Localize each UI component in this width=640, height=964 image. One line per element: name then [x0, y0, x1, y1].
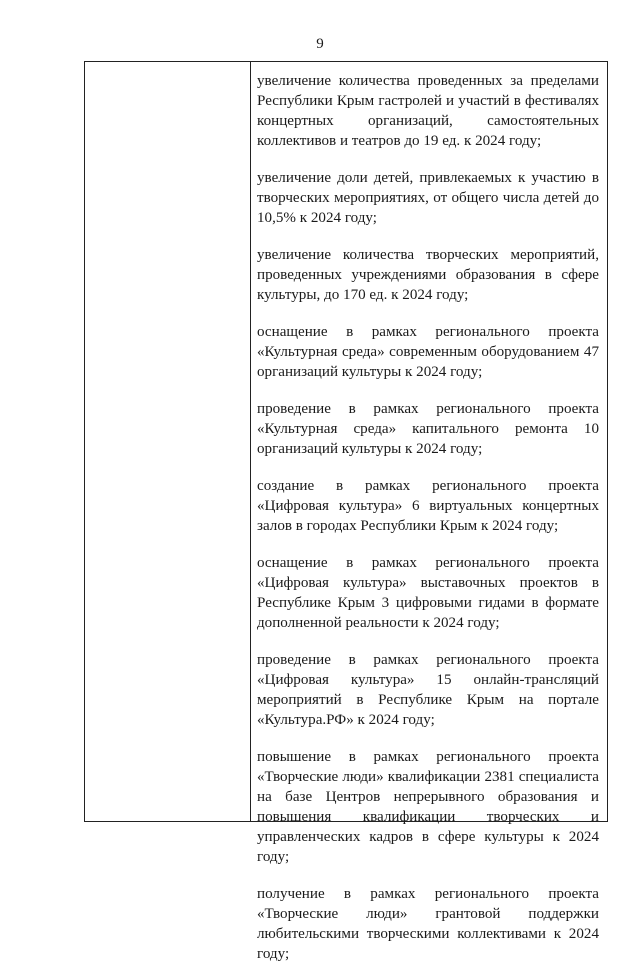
list-item: проведение в рамках регионального проекта «Цифровая культура» 15 онлайн-трансляций мероприятий в Республике Крым на портале «Культура.РФ» к 2024 году; — [257, 652, 599, 728]
list-item: увеличение количества творческих мероприятий, проведенных учреждениями образования в сфере культуры, до 170 ед. к 2024 году; — [257, 247, 599, 303]
right-cell — [257, 71, 599, 964]
page-number: 9 — [316, 36, 324, 52]
list-item: проведение в рамках регионального проекта «Культурная среда» капитального ремонта 10 организаций культуры к 2024 году; — [257, 401, 599, 457]
list-item: увеличение доли детей, привлекаемых к участию в творческих мероприятиях, от общего числа детей до 10,5% к 2024 году; — [257, 170, 599, 226]
list-item: оснащение в рамках регионального проекта «Цифровая культура» выставочных проектов в Республике Крым 3 цифровыми гидами в формате дополненной реальности к 2024 году; — [257, 555, 599, 631]
list-item: увеличение количества проведенных за пределами Республики Крым гастролей и участий в фестивалях концертных организаций, самостоятельных коллективов и театров до 19 ед. к 2024 году; — [257, 73, 599, 149]
list-item: получение в рамках регионального проекта «Творческие люди» грантовой поддержки любительскими творческими коллективами к 2024 году; — [257, 886, 599, 962]
list-item: повышение в рамках регионального проекта «Творческие люди» квалификации 2381 специалиста на базе Центров непрерывного образования и повышения квалификации творческих и управленческих кадров в сфере культуры к 2024 году; — [257, 749, 599, 865]
document-table — [84, 61, 608, 962]
list-item: создание в рамках регионального проекта «Цифровая культура» 6 виртуальных концертных залов в городах Республики Крым к 2024 году; — [257, 478, 599, 534]
list-item: оснащение в рамках регионального проекта «Культурная среда» современным оборудованием 47 организаций культуры к 2024 году; — [257, 324, 599, 380]
column-divider — [250, 62, 251, 821]
